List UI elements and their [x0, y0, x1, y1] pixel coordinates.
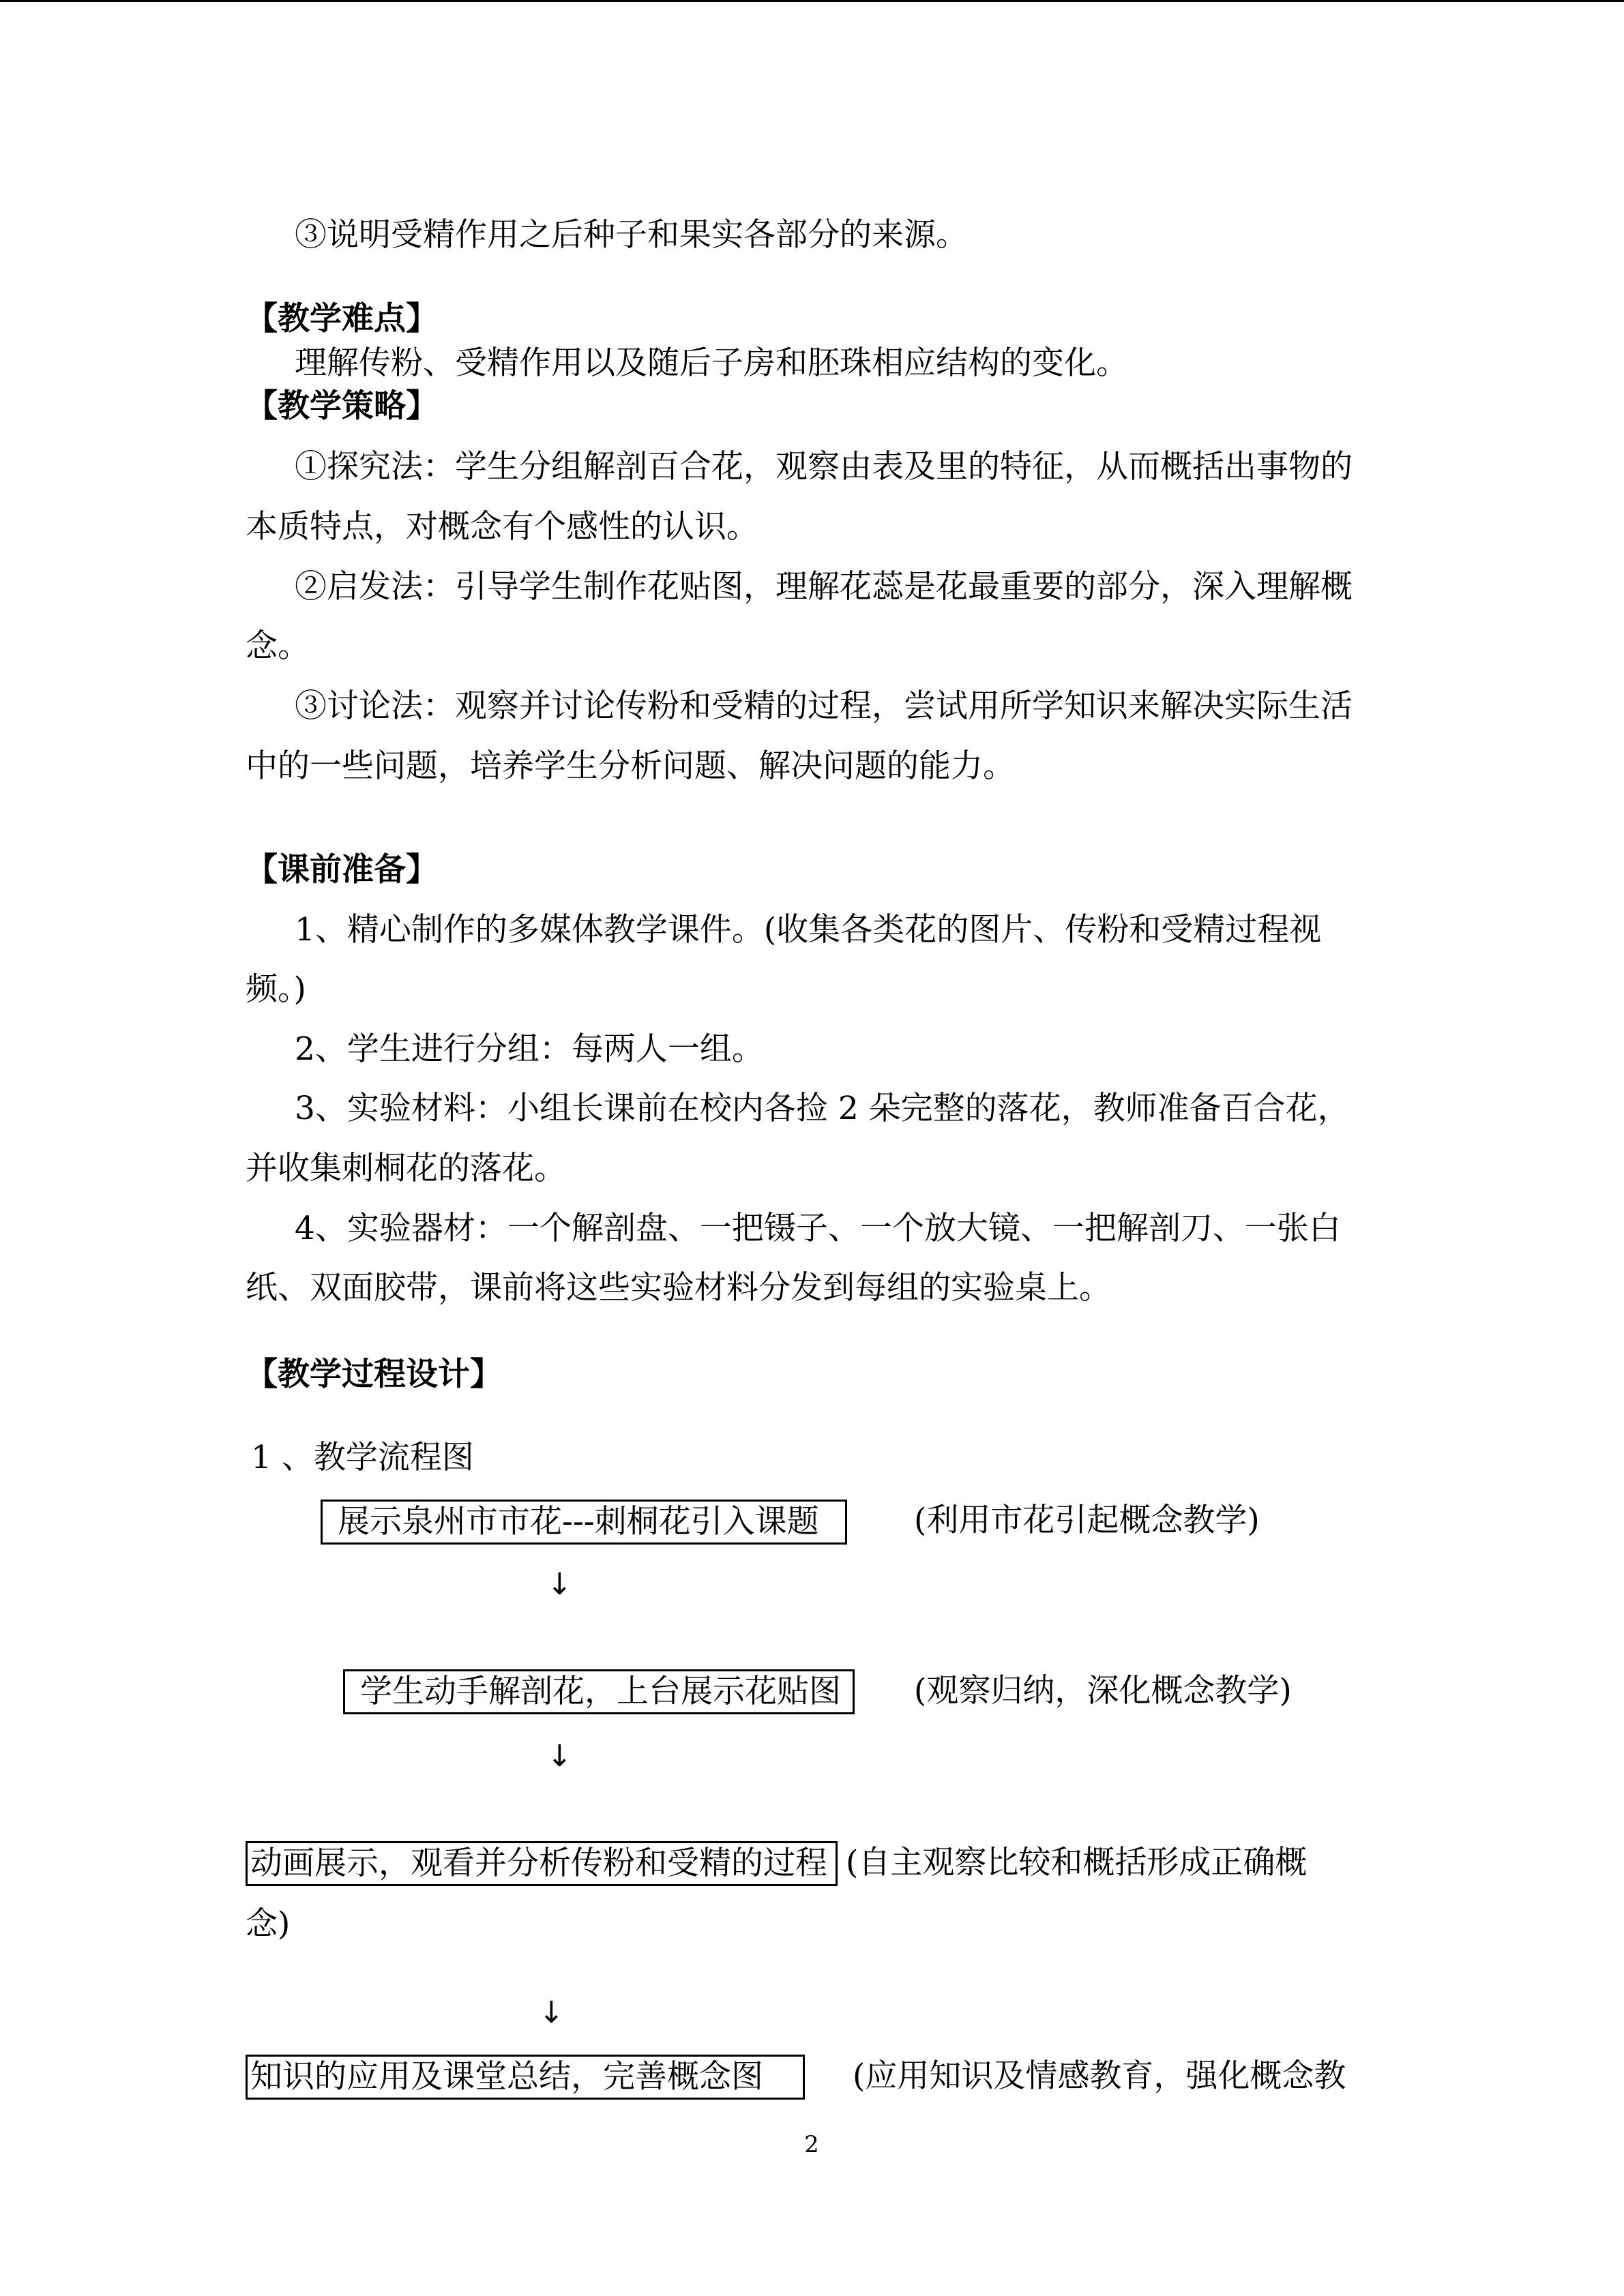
strategy-item-1-line1: ①探究法：学生分组解剖百合花，观察由表及里的特征，从而概括出事物的: [295, 448, 1353, 486]
strategy-item-2-line2: 念。: [246, 627, 310, 665]
strategy-item-2-line1: ②启发法：引导学生制作花贴图，理解花蕊是花最重要的部分，深入理解概: [295, 568, 1353, 606]
flow-step-4-box: 知识的应用及课堂总结，完善概念图: [246, 2055, 805, 2100]
objective-item-3: ③说明受精作用之后种子和果实各部分的来源。: [295, 216, 968, 254]
preparation-heading: 【课前准备】: [246, 851, 438, 889]
preparation-item-4-line1: 4、实验器材：一个解剖盘、一把镊子、一个放大镜、一把解剖刀、一张白: [295, 1210, 1341, 1247]
page-number: 2: [804, 2131, 819, 2158]
flow-step-4-note: (应用知识及情感教育，强化概念教: [853, 2057, 1346, 2095]
flow-step-3-note-cont: 念): [246, 1905, 291, 1943]
preparation-item-2: 2、学生进行分组：每两人一组。: [295, 1030, 764, 1068]
flow-step-3-box: 动画展示，观看并分析传粉和受精的过程: [246, 1841, 838, 1886]
difficulty-text: 理解传粉、受精作用以及随后子房和胚珠相应结构的变化。: [295, 344, 1128, 382]
process-subheading: 1 、教学流程图: [251, 1439, 474, 1476]
flow-step-2-note: (观察归纳，深化概念教学): [914, 1672, 1292, 1710]
flow-step-2-box: 学生动手解剖花，上台展示花贴图: [343, 1669, 855, 1714]
strategy-item-1-line2: 本质特点，对概念有个感性的认识。: [246, 508, 758, 546]
flow-arrow-2: ↓: [547, 1739, 572, 1774]
preparation-item-3-line2: 并收集刺桐花的落花。: [246, 1150, 566, 1187]
preparation-item-4-line2: 纸、双面胶带，课前将这些实验材料分发到每组的实验桌上。: [246, 1269, 1111, 1307]
strategy-heading: 【教学策略】: [246, 387, 438, 425]
flow-arrow-1: ↓: [547, 1567, 572, 1602]
flow-arrow-3: ↓: [539, 1995, 564, 2030]
preparation-item-1-line1: 1、精心制作的多媒体教学课件。(收集各类花的图片、传粉和受精过程视: [295, 911, 1322, 949]
preparation-item-1-line2: 频。): [246, 970, 306, 1008]
flow-step-1-box: 展示泉州市市花---刺桐花引入课题: [321, 1500, 847, 1545]
flow-step-1-note: (利用市花引起概念教学): [914, 1502, 1260, 1539]
flow-step-3-note: (自主观察比较和概括形成正确概: [846, 1844, 1308, 1881]
preparation-item-3-line1: 3、实验材料：小组长课前在校内各捡 2 朵完整的落花，教师准备百合花，: [295, 1090, 1350, 1127]
difficulty-heading: 【教学难点】: [246, 300, 438, 338]
process-heading: 【教学过程设计】: [246, 1356, 502, 1393]
top-rule: [0, 0, 1624, 2]
strategy-item-3-line1: ③讨论法：观察并讨论传粉和受精的过程，尝试用所学知识来解决实际生活: [295, 687, 1353, 725]
strategy-item-3-line2: 中的一些问题，培养学生分析问题、解决问题的能力。: [246, 747, 1015, 785]
